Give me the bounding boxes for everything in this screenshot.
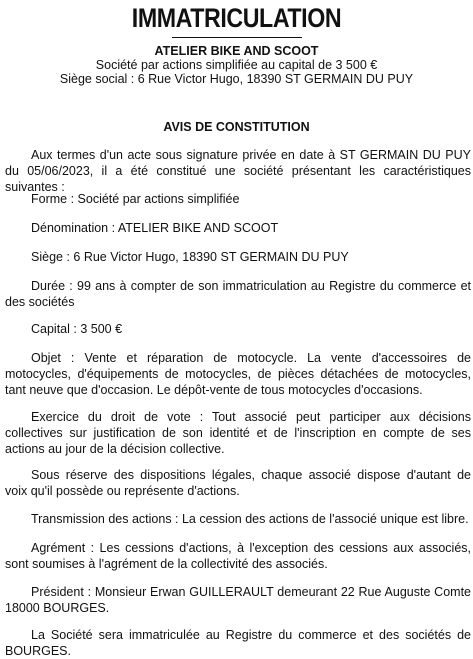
paragraph-duration: Durée : 99 ans à compter de son immatriculation au Registre du commerce et des sociétés <box>5 279 471 309</box>
paragraph-purpose: Objet : Vente et réparation de motocycle. La vente d'accessoires de motocycles, d'équipements de motocycles, de pièces détachées de motocycles, tant neuve que d'occasion. Le dépôt-vente de tous motocycles d'occasions. <box>5 351 471 397</box>
paragraph-transfer: Transmission des actions : La cession des actions de l'associé unique est libre. <box>31 512 469 526</box>
company-capital: Société par actions simplifiée au capital de 3 500 € <box>95 58 378 72</box>
paragraph-votes: Sous réserve des dispositions légales, chaque associé dispose d'autant de voix qu'il possède ou représente d'actions. <box>5 468 471 498</box>
paragraph-form: Forme : Société par actions simplifiée <box>31 192 240 206</box>
paragraph-seat: Siège : 6 Rue Victor Hugo, 18390 ST GERMAIN DU PUY <box>31 250 349 264</box>
company-seat: Siège social : 6 Rue Victor Hugo, 18390 ST GERMAIN DU PUY <box>59 72 414 86</box>
paragraph-name: Dénomination : ATELIER BIKE AND SCOOT <box>31 221 279 235</box>
paragraph-registration: La Société sera immatriculée au Registre du commerce et des sociétés de BOURGES. <box>5 628 471 658</box>
paragraph-capital: Capital : 3 500 € <box>31 322 123 336</box>
notice-heading: AVIS DE CONSTITUTION <box>163 120 310 134</box>
page-title: IMMATRICULATION <box>131 3 342 33</box>
paragraph-voting: Exercice du droit de vote : Tout associé peut participer aux décisions collectives sur justification de son identité et de l'inscription en compte de ses actions au jour de la décision collective. <box>5 410 471 456</box>
paragraph-president: Président : Monsieur Erwan GUILLERAULT demeurant 22 Rue Auguste Comte 18000 BOURGES. <box>5 585 471 615</box>
paragraph-approval: Agrément : Les cessions d'actions, à l'exception des cessions aux associés, sont soumises à l'agrément de la collectivité des associés. <box>5 541 471 571</box>
title-divider <box>172 37 302 38</box>
paragraph-intro: Aux termes d'un acte sous signature privée en date à ST GERMAIN DU PUY du 05/06/2023, il a été constitué une société présentant les caractéristiques suivantes : <box>5 148 471 194</box>
company-name: ATELIER BIKE AND SCOOT <box>154 44 319 58</box>
